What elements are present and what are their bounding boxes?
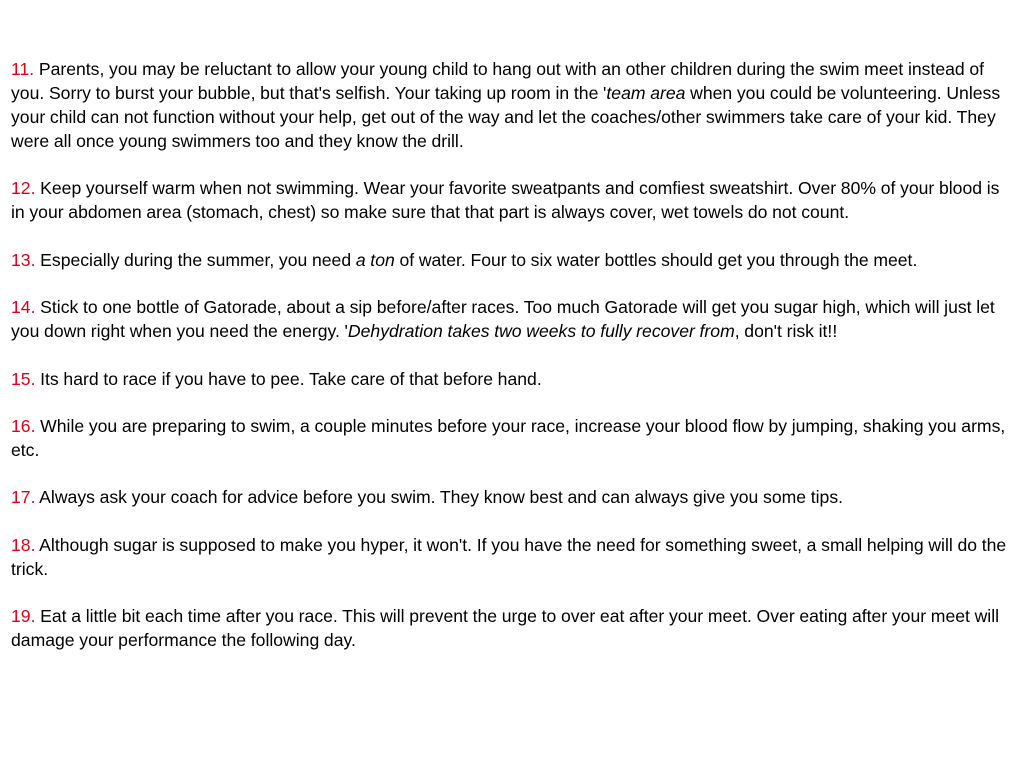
tip-emphasis: team area [606, 83, 686, 103]
tip-13 [11, 248, 1017, 272]
tip-text: Although sugar is supposed to make you hyper, it won't. If you have the need for something sweet, a small helping will do the trick. [11, 534, 1007, 579]
tip-number: 13. [11, 249, 36, 270]
tip-number: 15. [11, 368, 36, 389]
tip-text: Always ask your coach for advice before you swim. They know best and can always give you some tips. [35, 487, 843, 508]
tip-emphasis: a ton [355, 249, 395, 270]
tip-text: when you could be volunteering. Unless your child can not function without your help, get out of the way and let the coaches/other swimmers take care of your kid. They were all once young swimmers too and they know the drill. [11, 83, 1001, 151]
tip-text: Its hard to race if you have to pee. Take care of that before hand. [35, 368, 542, 389]
tip-text: Stick to one bottle of Gatorade, about a sip before/after races. Too much Gatorade will get you sugar high, which will just let you down right when you need the energy. ' [11, 297, 995, 342]
tip-19 [11, 604, 1017, 652]
tip-18 [11, 533, 1017, 581]
tip-number: 19. [11, 606, 36, 627]
tip-14 [11, 295, 1017, 343]
tip-number: 18. [11, 534, 36, 555]
tip-number: 17. [11, 487, 36, 508]
tip-12 [11, 176, 1017, 224]
tip-15 [11, 367, 1017, 391]
tip-number: 14. [11, 297, 36, 318]
tip-text: Keep yourself warm when not swimming. Wear your favorite sweatpants and comfiest sweatshirt. Over 80% of your blood is in your abdomen area (stomach, chest) so make sure that that part is always cover, wet towels do not count. [11, 178, 1000, 223]
tip-number: 11. [11, 59, 35, 79]
tip-number: 16. [11, 415, 36, 436]
tip-16 [11, 414, 1017, 462]
tip-11 [11, 57, 1017, 153]
tip-number: 12. [11, 178, 36, 199]
tip-text: of water. Four to six water bottles should get you through the meet. [394, 249, 918, 270]
tip-text: Especially during the summer, you need [35, 249, 356, 270]
tip-17 [11, 485, 1017, 509]
tip-emphasis: Dehydration takes two weeks to fully recover from [347, 321, 735, 342]
tip-text: Parents, you may be reluctant to allow your young child to hang out with an other children during the swim meet instead of you. Sorry to burst your bubble, but that's selfish. Your taking up room in the ' [11, 59, 985, 103]
tips-list [11, 57, 1017, 676]
tip-text: While you are preparing to swim, a couple minutes before your race, increase your blood flow by jumping, shaking you arms, etc. [11, 415, 1006, 460]
tip-text: Eat a little bit each time after you race. This will prevent the urge to over eat after your meet. Over eating after your meet will damage your performance the following day. [11, 606, 1000, 651]
tip-text: , don't risk it!! [734, 321, 838, 342]
